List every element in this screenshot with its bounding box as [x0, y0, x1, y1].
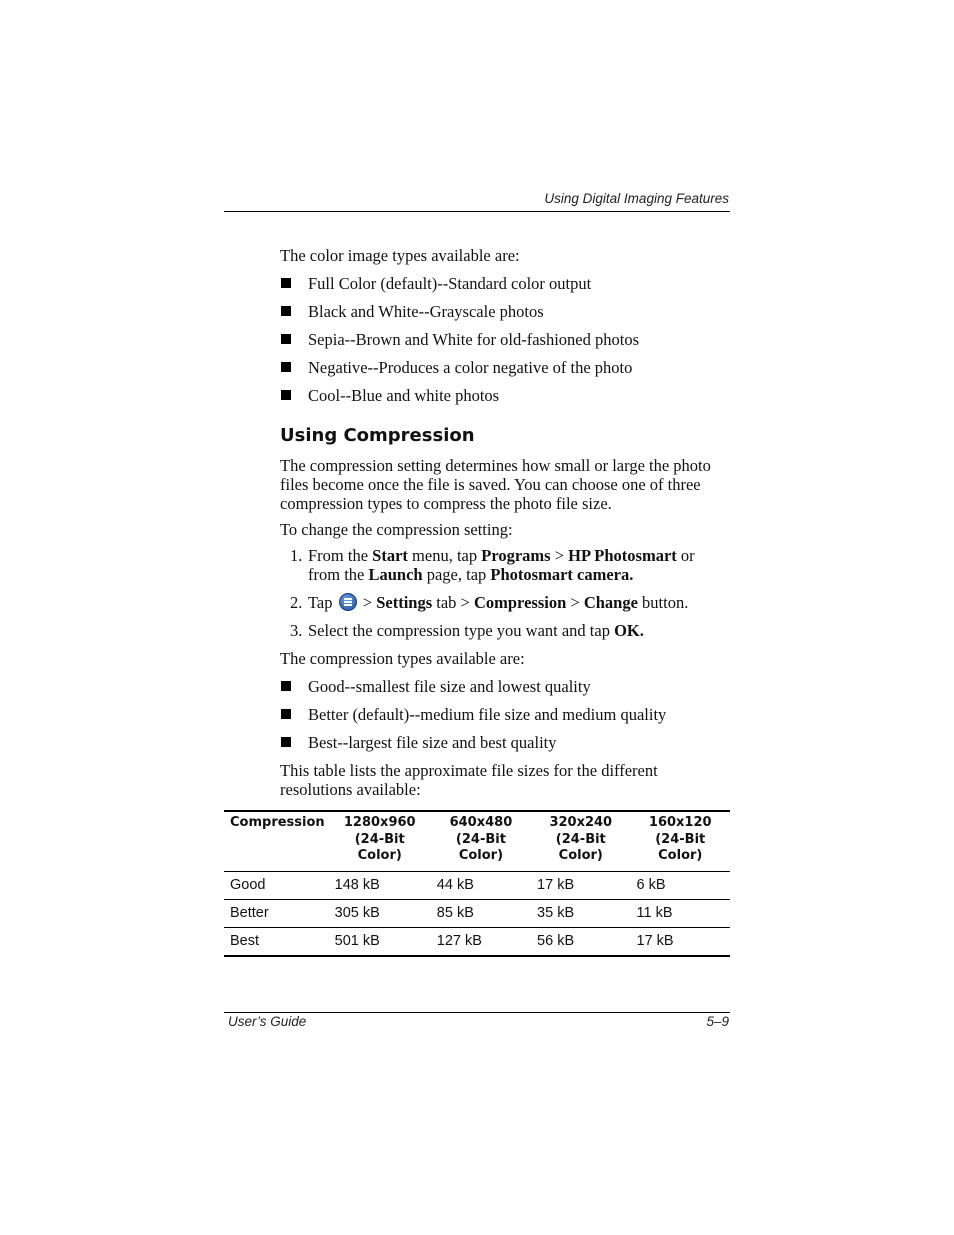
- bullet-square-icon: [281, 390, 291, 400]
- list-item: Best--largest file size and best quality: [280, 733, 730, 752]
- launch-label: Launch: [368, 565, 423, 584]
- color-types-list: [280, 274, 730, 405]
- step-1: 1. From the Start menu, tap Programs > HP Photosmart or from the Launch page, tap Photosmart camera.: [290, 546, 695, 584]
- table-row: [224, 899, 730, 927]
- table-cell: 17 kB: [631, 927, 731, 956]
- programs-label: Programs: [481, 546, 551, 565]
- list-item: Sepia--Brown and White for old-fashioned photos: [280, 330, 730, 349]
- list-item: Negative--Produces a color negative of the photo: [280, 358, 730, 377]
- table-cell: 56 kB: [531, 927, 630, 956]
- header-1280x960: 1280x960 (24-Bit Color): [329, 811, 431, 871]
- section-heading: Using Compression: [280, 425, 475, 446]
- step-3: 3. Select the compression type you want and tap OK.: [290, 621, 644, 640]
- list-item: Better (default)--medium file size and medium quality: [280, 705, 730, 724]
- compression-description: The compression setting determines how small or large the photo files become once the file is saved. You can choose one of three compression types to compress the photo file size.: [280, 456, 711, 513]
- bullet-square-icon: [281, 709, 291, 719]
- menu-icon: [339, 593, 357, 611]
- compression-types-intro: The compression types available are:: [280, 649, 525, 668]
- table-cell: 6 kB: [631, 871, 731, 899]
- header-160x120: 160x120 (24-Bit Color): [631, 811, 731, 871]
- bullet-square-icon: [281, 737, 291, 747]
- footer-page-number: 5–9: [706, 1014, 729, 1029]
- running-header: Using Digital Imaging Features: [544, 191, 729, 206]
- list-item: Good--smallest file size and lowest quality: [280, 677, 730, 696]
- header-640x480: 640x480 (24-Bit Color): [431, 811, 531, 871]
- bullet-square-icon: [281, 306, 291, 316]
- settings-label: Settings: [376, 593, 433, 612]
- table-row: [224, 927, 730, 956]
- steps-list: [280, 546, 730, 640]
- hp-photosmart-label: HP Photosmart: [568, 546, 677, 565]
- header-320x240: 320x240 (24-Bit Color): [531, 811, 630, 871]
- start-menu-label: Start: [372, 546, 408, 565]
- table-cell: 17 kB: [531, 871, 630, 899]
- table-cell: 85 kB: [431, 899, 531, 927]
- header-rule: [224, 211, 730, 212]
- photosmart-camera-label: Photosmart camera.: [490, 565, 634, 584]
- change-setting-intro: To change the compression setting:: [280, 520, 513, 539]
- table-cell: 44 kB: [431, 871, 531, 899]
- table-cell: 127 kB: [431, 927, 531, 956]
- compression-label: Compression: [473, 593, 567, 612]
- page-content: [280, 246, 730, 799]
- table-header-row: [224, 811, 730, 871]
- table-cell: Best: [224, 927, 329, 956]
- bullet-square-icon: [281, 681, 291, 691]
- file-size-table: [224, 810, 730, 957]
- ok-label: OK.: [614, 621, 644, 640]
- change-label: Change: [583, 593, 638, 612]
- table-row: [224, 871, 730, 899]
- step-2: 2. Tap > Settings tab > Compression > Change button.: [290, 593, 689, 612]
- list-item: Cool--Blue and white photos: [280, 386, 730, 405]
- table-cell: 305 kB: [329, 899, 431, 927]
- list-item: Full Color (default)--Standard color output: [280, 274, 730, 293]
- list-item: Black and White--Grayscale photos: [280, 302, 730, 321]
- header-compression: Compression: [224, 811, 329, 871]
- bullet-square-icon: [281, 334, 291, 344]
- table-cell: 35 kB: [531, 899, 630, 927]
- table-cell: 501 kB: [329, 927, 431, 956]
- table-cell: Good: [224, 871, 329, 899]
- bullet-square-icon: [281, 278, 291, 288]
- footer-guide-title: User’s Guide: [228, 1014, 307, 1029]
- table-intro: This table lists the approximate file sizes for the different resolutions available:: [280, 761, 658, 799]
- compression-types-list: [280, 677, 730, 752]
- color-types-intro: The color image types available are:: [280, 246, 520, 265]
- table-cell: 11 kB: [631, 899, 731, 927]
- table-cell: Better: [224, 899, 329, 927]
- table-cell: 148 kB: [329, 871, 431, 899]
- footer-rule: [224, 1012, 730, 1013]
- bullet-square-icon: [281, 362, 291, 372]
